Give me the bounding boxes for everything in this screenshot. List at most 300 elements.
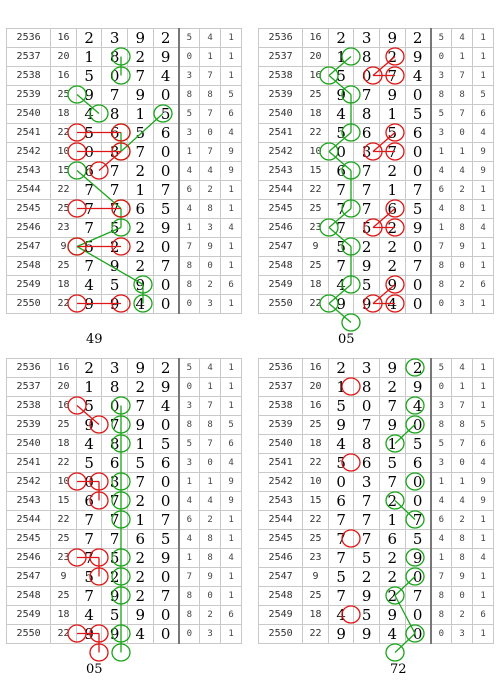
tail-digit: 4: [200, 492, 221, 511]
tail-digit: 1: [473, 511, 494, 530]
tail-digit: 6: [179, 511, 200, 530]
drawn-digit: 5: [328, 454, 354, 473]
drawn-digit: 7: [102, 492, 128, 511]
tail-digit: 1: [221, 530, 242, 549]
drawn-digit: 0: [153, 625, 179, 644]
drawn-digit: 0: [405, 416, 431, 435]
tail-digit: 7: [431, 568, 452, 587]
tail-digit: 3: [179, 124, 200, 143]
issue-number: 2543: [259, 492, 303, 511]
drawn-digit: 9: [76, 86, 102, 105]
drawn-digit: 5: [76, 238, 102, 257]
green-mark-link-line: [329, 152, 351, 171]
tail-digit: 9: [473, 473, 494, 492]
sum-value: 22: [51, 295, 77, 314]
tail-digit: 7: [452, 67, 473, 86]
tail-digit: 0: [179, 48, 200, 67]
tail-digit: 8: [200, 200, 221, 219]
drawn-digit: 1: [76, 378, 102, 397]
tail-digit: 1: [221, 295, 242, 314]
drawn-digit: 7: [328, 219, 354, 238]
drawn-digit: 7: [328, 530, 354, 549]
drawn-digit: 7: [127, 143, 153, 162]
annotation-overlay: [6, 20, 244, 360]
drawn-digit: 5: [76, 397, 102, 416]
issue-number: 2541: [7, 124, 51, 143]
tail-digit: 1: [179, 473, 200, 492]
sum-value: 25: [51, 86, 77, 105]
green-mark-link-line: [329, 304, 351, 323]
drawn-digit: 0: [405, 492, 431, 511]
drawn-digit: 1: [127, 511, 153, 530]
drawn-digit: 9: [127, 606, 153, 625]
drawn-digit: 4: [153, 397, 179, 416]
green-mark-link-line: [329, 133, 351, 152]
drawn-digit: 7: [153, 181, 179, 200]
drawn-digit: 3: [102, 473, 128, 492]
tail-digit: 4: [452, 359, 473, 378]
issue-number: 2541: [259, 124, 303, 143]
tail-digit: 1: [221, 397, 242, 416]
sum-value: 16: [303, 397, 329, 416]
drawn-digit: 9: [127, 86, 153, 105]
drawn-digit: 7: [328, 511, 354, 530]
sum-value: 23: [303, 219, 329, 238]
issue-number: 2546: [7, 219, 51, 238]
drawn-digit: 3: [354, 143, 380, 162]
sum-value: 16: [51, 397, 77, 416]
tail-digit: 6: [473, 606, 494, 625]
issue-number: 2539: [259, 416, 303, 435]
drawn-digit: 9: [127, 276, 153, 295]
green-mark-link-line: [77, 247, 143, 285]
issue-number: 2548: [259, 587, 303, 606]
drawn-digit: 0: [405, 86, 431, 105]
tail-digit: 8: [452, 219, 473, 238]
tail-digit: 0: [431, 378, 452, 397]
tail-digit: 4: [221, 219, 242, 238]
drawn-digit: 3: [354, 29, 380, 48]
sum-value: 25: [303, 416, 329, 435]
tail-digit: 1: [473, 238, 494, 257]
drawn-digit: 7: [102, 162, 128, 181]
predicted-number: 49: [86, 332, 103, 347]
tail-digit: 6: [221, 105, 242, 124]
drawn-digit: 9: [153, 219, 179, 238]
tail-digit: 9: [221, 143, 242, 162]
tail-digit: 4: [452, 29, 473, 48]
drawn-digit: 0: [153, 143, 179, 162]
lottery-panel-top-right: [258, 20, 496, 347]
tail-digit: 6: [473, 435, 494, 454]
annotation-overlay: [258, 20, 496, 360]
drawn-digit: 5: [127, 454, 153, 473]
issue-number: 2550: [7, 625, 51, 644]
tail-digit: 1: [200, 48, 221, 67]
drawn-digit: 9: [379, 276, 405, 295]
issue-number: 2550: [7, 295, 51, 314]
drawn-digit: 7: [354, 162, 380, 181]
tail-digit: 1: [431, 143, 452, 162]
drawn-digit: 0: [76, 143, 102, 162]
tail-digit: 4: [473, 454, 494, 473]
tail-digit: 1: [221, 67, 242, 86]
tail-digit: 7: [452, 105, 473, 124]
tail-digit: 4: [221, 549, 242, 568]
drawn-digit: 9: [379, 416, 405, 435]
issue-number: 2546: [259, 549, 303, 568]
drawn-digit: 2: [354, 238, 380, 257]
tail-digit: 8: [179, 257, 200, 276]
drawn-digit: 5: [102, 549, 128, 568]
tail-digit: 0: [452, 454, 473, 473]
tail-digit: 3: [452, 625, 473, 644]
tail-digit: 5: [221, 416, 242, 435]
drawn-digit: 0: [153, 416, 179, 435]
tail-digit: 1: [221, 257, 242, 276]
tail-digit: 8: [179, 416, 200, 435]
drawn-digit: 7: [76, 200, 102, 219]
tail-digit: 6: [221, 276, 242, 295]
tail-digit: 1: [179, 219, 200, 238]
drawn-digit: 9: [328, 295, 354, 314]
drawn-digit: 0: [102, 397, 128, 416]
drawn-digit: 5: [328, 67, 354, 86]
drawn-digit: 6: [354, 454, 380, 473]
sum-value: 25: [303, 530, 329, 549]
drawn-digit: 7: [102, 200, 128, 219]
issue-number: 2546: [7, 549, 51, 568]
tail-digit: 3: [431, 454, 452, 473]
sum-value: 18: [303, 276, 329, 295]
green-mark-circle: [406, 473, 424, 490]
tail-digit: 1: [473, 397, 494, 416]
drawn-digit: 7: [379, 473, 405, 492]
tail-digit: 1: [221, 511, 242, 530]
drawn-digit: 6: [127, 200, 153, 219]
drawn-digit: 4: [405, 67, 431, 86]
drawn-digit: 5: [405, 435, 431, 454]
red-mark-circle: [342, 606, 360, 623]
issue-number: 2537: [259, 378, 303, 397]
red-mark-circle: [342, 530, 360, 547]
drawn-digit: 8: [354, 105, 380, 124]
tail-digit: 8: [431, 257, 452, 276]
sum-value: 22: [51, 181, 77, 200]
issue-number: 2543: [7, 162, 51, 181]
drawn-digit: 6: [379, 530, 405, 549]
green-mark-link-line: [77, 95, 99, 114]
green-mark-link-line: [329, 57, 351, 76]
tail-digit: 8: [179, 86, 200, 105]
drawn-digit: 2: [127, 378, 153, 397]
drawn-digit: 2: [328, 29, 354, 48]
sum-value: 22: [303, 625, 329, 644]
issue-number: 2547: [259, 238, 303, 257]
issue-number: 2538: [7, 67, 51, 86]
issue-number: 2542: [259, 143, 303, 162]
drawn-digit: 5: [354, 219, 380, 238]
tail-digit: 3: [431, 124, 452, 143]
tail-digit: 1: [473, 530, 494, 549]
tail-digit: 1: [473, 568, 494, 587]
tail-digit: 0: [431, 295, 452, 314]
drawn-digit: 7: [127, 67, 153, 86]
drawn-digit: 9: [379, 606, 405, 625]
drawn-digit: 6: [405, 454, 431, 473]
sum-value: 20: [51, 48, 77, 67]
sum-value: 23: [303, 549, 329, 568]
tail-digit: 9: [221, 492, 242, 511]
issue-number: 2548: [7, 257, 51, 276]
drawn-digit: 7: [153, 511, 179, 530]
drawn-digit: 4: [153, 67, 179, 86]
tail-digit: 9: [200, 238, 221, 257]
drawn-digit: 9: [379, 86, 405, 105]
sum-value: 16: [303, 67, 329, 86]
drawn-digit: 9: [102, 257, 128, 276]
drawn-digit: 7: [76, 587, 102, 606]
green-mark-link-line: [395, 634, 415, 653]
drawn-digit: 3: [354, 359, 380, 378]
drawn-digit: 6: [328, 492, 354, 511]
tail-digit: 8: [179, 276, 200, 295]
tail-digit: 2: [200, 511, 221, 530]
drawn-digit: 5: [102, 276, 128, 295]
drawn-digit: 9: [76, 416, 102, 435]
drawn-digit: 5: [354, 549, 380, 568]
tail-digit: 8: [431, 276, 452, 295]
drawn-digit: 0: [153, 238, 179, 257]
issue-number: 2548: [259, 257, 303, 276]
tail-digit: 1: [473, 378, 494, 397]
drawn-digit: 7: [328, 181, 354, 200]
tail-digit: 8: [179, 606, 200, 625]
drawn-digit: 5: [379, 124, 405, 143]
tail-digit: 7: [200, 105, 221, 124]
tail-digit: 4: [431, 492, 452, 511]
tail-digit: 3: [179, 67, 200, 86]
drawn-digit: 4: [328, 105, 354, 124]
sum-value: 16: [51, 359, 77, 378]
drawn-digit: 0: [153, 568, 179, 587]
tail-digit: 7: [200, 397, 221, 416]
tail-digit: 1: [221, 29, 242, 48]
drawn-digit: 7: [127, 397, 153, 416]
drawn-digit: 7: [102, 86, 128, 105]
sum-value: 22: [51, 454, 77, 473]
issue-number: 2548: [7, 587, 51, 606]
drawn-digit: 0: [405, 568, 431, 587]
sum-value: 15: [303, 162, 329, 181]
tail-digit: 6: [473, 276, 494, 295]
drawn-digit: 9: [405, 219, 431, 238]
drawn-digit: 8: [102, 435, 128, 454]
drawn-digit: 2: [127, 587, 153, 606]
red-mark-link-line: [373, 57, 395, 76]
issue-number: 2545: [7, 530, 51, 549]
tail-digit: 9: [221, 162, 242, 181]
drawn-digit: 6: [379, 200, 405, 219]
green-mark-link-line: [395, 425, 415, 444]
issue-number: 2542: [7, 143, 51, 162]
drawn-digit: 5: [102, 219, 128, 238]
tail-digit: 6: [179, 181, 200, 200]
drawn-digit: 7: [102, 511, 128, 530]
sum-value: 18: [51, 276, 77, 295]
tail-digit: 8: [200, 416, 221, 435]
issue-number: 2543: [259, 162, 303, 181]
sum-value: 25: [303, 86, 329, 105]
tail-digit: 6: [431, 511, 452, 530]
drawn-digit: 7: [354, 416, 380, 435]
issue-number: 2549: [7, 606, 51, 625]
drawn-digit: 2: [379, 587, 405, 606]
drawn-digit: 1: [127, 435, 153, 454]
drawn-digit: 0: [153, 295, 179, 314]
tail-digit: 8: [431, 416, 452, 435]
drawn-digit: 3: [102, 143, 128, 162]
tail-digit: 0: [431, 625, 452, 644]
green-mark-circle: [406, 359, 424, 376]
tail-digit: 8: [452, 530, 473, 549]
drawn-digit: 2: [76, 359, 102, 378]
tail-digit: 4: [431, 530, 452, 549]
sum-value: 25: [51, 200, 77, 219]
tail-digit: 1: [221, 625, 242, 644]
tail-digit: 5: [473, 86, 494, 105]
drawn-digit: 7: [102, 530, 128, 549]
sum-value: 25: [303, 587, 329, 606]
sum-value: 15: [303, 492, 329, 511]
tail-digit: 6: [221, 435, 242, 454]
drawn-digit: 4: [127, 625, 153, 644]
tail-digit: 9: [473, 143, 494, 162]
drawn-digit: 9: [76, 625, 102, 644]
tail-digit: 1: [431, 473, 452, 492]
drawn-digit: 4: [76, 105, 102, 124]
issue-number: 2536: [7, 29, 51, 48]
tail-digit: 1: [431, 219, 452, 238]
issue-number: 2541: [259, 454, 303, 473]
predicted-number: 05: [338, 332, 355, 347]
tail-digit: 3: [431, 397, 452, 416]
issue-number: 2542: [259, 473, 303, 492]
drawn-digit: 9: [354, 587, 380, 606]
drawn-digit: 4: [379, 295, 405, 314]
drawn-digit: 7: [328, 257, 354, 276]
issue-number: 2536: [259, 359, 303, 378]
sum-value: 22: [303, 124, 329, 143]
drawn-digit: 2: [379, 378, 405, 397]
tail-digit: 0: [179, 625, 200, 644]
tail-digit: 1: [221, 378, 242, 397]
drawn-digit: 9: [379, 359, 405, 378]
issue-number: 2546: [259, 219, 303, 238]
drawn-digit: 2: [354, 568, 380, 587]
drawn-digit: 6: [405, 124, 431, 143]
tail-digit: 7: [452, 435, 473, 454]
sum-value: 18: [303, 606, 329, 625]
drawn-digit: 7: [127, 473, 153, 492]
drawn-digit: 6: [127, 530, 153, 549]
sum-value: 25: [51, 530, 77, 549]
drawn-digit: 5: [328, 568, 354, 587]
sum-value: 15: [51, 162, 77, 181]
issue-number: 2547: [7, 568, 51, 587]
drawn-digit: 4: [76, 606, 102, 625]
drawn-digit: 2: [102, 568, 128, 587]
drawn-digit: 5: [328, 238, 354, 257]
drawn-digit: 7: [328, 549, 354, 568]
drawn-digit: 9: [405, 549, 431, 568]
drawn-digit: 2: [379, 238, 405, 257]
drawn-digit: 0: [405, 238, 431, 257]
drawn-digit: 2: [379, 257, 405, 276]
issue-number: 2549: [259, 276, 303, 295]
tail-digit: 7: [452, 397, 473, 416]
drawn-digit: 2: [153, 359, 179, 378]
tail-digit: 8: [452, 86, 473, 105]
drawn-digit: 1: [127, 105, 153, 124]
green-mark-link-line: [329, 76, 351, 95]
drawn-digit: 4: [127, 295, 153, 314]
red-mark-link-line: [99, 152, 121, 171]
drawn-digit: 7: [76, 257, 102, 276]
tail-digit: 4: [473, 219, 494, 238]
drawn-digit: 9: [328, 416, 354, 435]
drawn-digit: 2: [127, 257, 153, 276]
green-mark-link-line: [395, 596, 415, 634]
drawn-digit: 2: [379, 219, 405, 238]
tail-digit: 2: [200, 181, 221, 200]
sum-value: 16: [51, 67, 77, 86]
drawn-digit: 6: [153, 124, 179, 143]
drawn-digit: 7: [328, 200, 354, 219]
issue-number: 2542: [7, 473, 51, 492]
drawn-digit: 9: [405, 378, 431, 397]
tail-digit: 1: [221, 568, 242, 587]
tail-digit: 3: [179, 454, 200, 473]
tail-digit: 1: [179, 549, 200, 568]
annotation-overlay: [258, 350, 496, 690]
sum-value: 10: [51, 143, 77, 162]
issue-number: 2538: [259, 397, 303, 416]
issue-number: 2538: [259, 67, 303, 86]
tail-digit: 4: [179, 162, 200, 181]
sum-value: 20: [303, 48, 329, 67]
drawn-digit: 0: [354, 397, 380, 416]
tail-digit: 4: [200, 162, 221, 181]
drawn-digit: 7: [379, 143, 405, 162]
drawn-digit: 1: [379, 511, 405, 530]
drawn-digit: 7: [102, 181, 128, 200]
drawn-digit: 7: [405, 511, 431, 530]
drawn-digit: 4: [76, 276, 102, 295]
annotation-overlay: [6, 350, 244, 690]
drawn-digit: 2: [405, 29, 431, 48]
drawn-digit: 3: [354, 473, 380, 492]
sum-value: 18: [51, 435, 77, 454]
tail-digit: 5: [221, 86, 242, 105]
drawn-digit: 0: [405, 143, 431, 162]
sum-value: 22: [303, 295, 329, 314]
drawn-digit: 0: [405, 606, 431, 625]
drawn-digit: 8: [354, 378, 380, 397]
drawn-digit: 7: [76, 549, 102, 568]
drawn-digit: 3: [102, 29, 128, 48]
issue-number: 2549: [259, 606, 303, 625]
